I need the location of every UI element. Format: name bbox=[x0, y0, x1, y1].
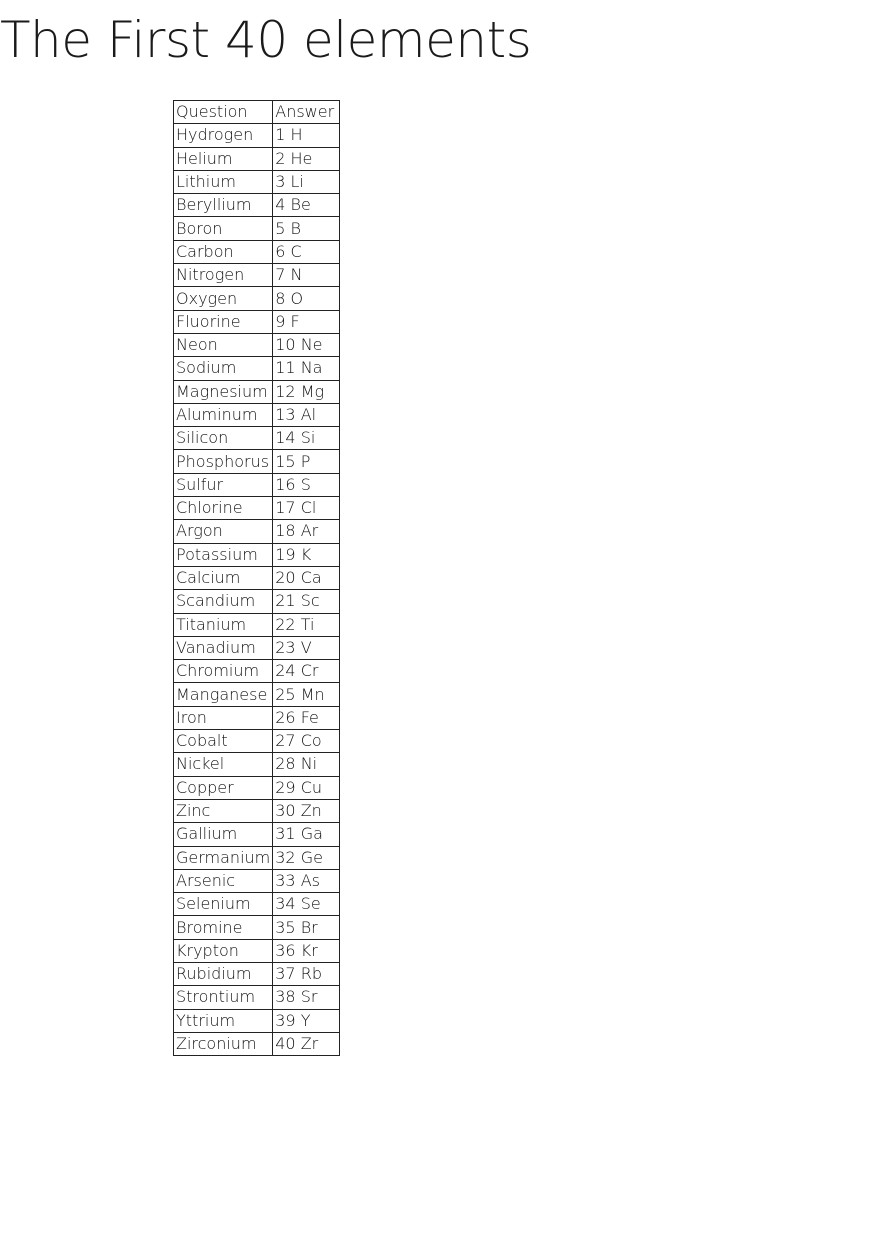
answer-cell: 11 Na bbox=[273, 357, 340, 380]
table-row bbox=[174, 217, 340, 240]
answer-cell: 24 Cr bbox=[273, 660, 340, 683]
table-row bbox=[174, 869, 340, 892]
table-row bbox=[174, 846, 340, 869]
question-cell: Sodium bbox=[174, 357, 273, 380]
table-body bbox=[174, 124, 340, 1056]
table-row bbox=[174, 1009, 340, 1032]
table-row bbox=[174, 287, 340, 310]
answer-cell: 9 F bbox=[273, 310, 340, 333]
table-row bbox=[174, 240, 340, 263]
table-row bbox=[174, 962, 340, 985]
table-row bbox=[174, 636, 340, 659]
answer-cell: 23 V bbox=[273, 636, 340, 659]
table-row bbox=[174, 264, 340, 287]
table-row bbox=[174, 427, 340, 450]
table-row bbox=[174, 823, 340, 846]
question-cell: Beryllium bbox=[174, 194, 273, 217]
question-cell: Zinc bbox=[174, 799, 273, 822]
page-title: The First 40 elements bbox=[0, 11, 532, 69]
table-row bbox=[174, 776, 340, 799]
question-cell: Magnesium bbox=[174, 380, 273, 403]
answer-cell: 27 Co bbox=[273, 730, 340, 753]
answer-cell: 16 S bbox=[273, 473, 340, 496]
table-row bbox=[174, 939, 340, 962]
table-row bbox=[174, 194, 340, 217]
table-row bbox=[174, 124, 340, 147]
question-cell: Helium bbox=[174, 147, 273, 170]
question-cell: Germanium bbox=[174, 846, 273, 869]
table-row bbox=[174, 799, 340, 822]
answer-cell: 22 Ti bbox=[273, 613, 340, 636]
question-cell: Oxygen bbox=[174, 287, 273, 310]
question-cell: Fluorine bbox=[174, 310, 273, 333]
answer-cell: 1 H bbox=[273, 124, 340, 147]
answer-cell: 36 Kr bbox=[273, 939, 340, 962]
question-cell: Argon bbox=[174, 520, 273, 543]
table-header bbox=[174, 101, 340, 124]
answer-cell: 12 Mg bbox=[273, 380, 340, 403]
answer-cell: 8 O bbox=[273, 287, 340, 310]
table-row bbox=[174, 590, 340, 613]
answer-cell: 25 Mn bbox=[273, 683, 340, 706]
answer-cell: 35 Br bbox=[273, 916, 340, 939]
question-cell: Lithium bbox=[174, 170, 273, 193]
table-row bbox=[174, 403, 340, 426]
column-header-answer: Answer bbox=[273, 101, 340, 124]
table-row bbox=[174, 170, 340, 193]
question-cell: Carbon bbox=[174, 240, 273, 263]
answer-cell: 28 Ni bbox=[273, 753, 340, 776]
answer-cell: 6 C bbox=[273, 240, 340, 263]
question-cell: Boron bbox=[174, 217, 273, 240]
question-cell: Potassium bbox=[174, 543, 273, 566]
table-row bbox=[174, 357, 340, 380]
question-cell: Rubidium bbox=[174, 962, 273, 985]
answer-cell: 10 Ne bbox=[273, 333, 340, 356]
question-cell: Hydrogen bbox=[174, 124, 273, 147]
question-cell: Nitrogen bbox=[174, 264, 273, 287]
answer-cell: 39 Y bbox=[273, 1009, 340, 1032]
question-cell: Nickel bbox=[174, 753, 273, 776]
table-row bbox=[174, 683, 340, 706]
answer-cell: 15 P bbox=[273, 450, 340, 473]
table-row bbox=[174, 613, 340, 636]
table-row bbox=[174, 450, 340, 473]
answer-cell: 20 Ca bbox=[273, 566, 340, 589]
answer-cell: 31 Ga bbox=[273, 823, 340, 846]
question-cell: Silicon bbox=[174, 427, 273, 450]
answer-cell: 13 Al bbox=[273, 403, 340, 426]
question-cell: Chlorine bbox=[174, 497, 273, 520]
table-row bbox=[174, 333, 340, 356]
table-row bbox=[174, 380, 340, 403]
header-row bbox=[174, 101, 340, 124]
answer-cell: 30 Zn bbox=[273, 799, 340, 822]
question-cell: Titanium bbox=[174, 613, 273, 636]
answer-cell: 33 As bbox=[273, 869, 340, 892]
answer-cell: 26 Fe bbox=[273, 706, 340, 729]
table-row bbox=[174, 520, 340, 543]
answer-cell: 5 B bbox=[273, 217, 340, 240]
answer-cell: 29 Cu bbox=[273, 776, 340, 799]
question-cell: Manganese bbox=[174, 683, 273, 706]
table-row bbox=[174, 753, 340, 776]
answer-cell: 37 Rb bbox=[273, 962, 340, 985]
table-row bbox=[174, 1032, 340, 1055]
question-cell: Gallium bbox=[174, 823, 273, 846]
question-cell: Selenium bbox=[174, 893, 273, 916]
question-cell: Bromine bbox=[174, 916, 273, 939]
table-row bbox=[174, 566, 340, 589]
table-row bbox=[174, 660, 340, 683]
table-row bbox=[174, 497, 340, 520]
answer-cell: 4 Be bbox=[273, 194, 340, 217]
question-cell: Neon bbox=[174, 333, 273, 356]
answer-cell: 34 Se bbox=[273, 893, 340, 916]
answer-cell: 7 N bbox=[273, 264, 340, 287]
question-cell: Arsenic bbox=[174, 869, 273, 892]
question-cell: Zirconium bbox=[174, 1032, 273, 1055]
question-cell: Cobalt bbox=[174, 730, 273, 753]
answer-cell: 14 Si bbox=[273, 427, 340, 450]
question-cell: Iron bbox=[174, 706, 273, 729]
answer-cell: 21 Sc bbox=[273, 590, 340, 613]
answer-cell: 40 Zr bbox=[273, 1032, 340, 1055]
table-row bbox=[174, 310, 340, 333]
column-header-question: Question bbox=[174, 101, 273, 124]
answer-cell: 3 Li bbox=[273, 170, 340, 193]
table-row bbox=[174, 986, 340, 1009]
answer-cell: 32 Ge bbox=[273, 846, 340, 869]
table-row bbox=[174, 916, 340, 939]
table-row bbox=[174, 706, 340, 729]
question-cell: Scandium bbox=[174, 590, 273, 613]
question-cell: Phosphorus bbox=[174, 450, 273, 473]
question-cell: Chromium bbox=[174, 660, 273, 683]
question-cell: Copper bbox=[174, 776, 273, 799]
question-cell: Sulfur bbox=[174, 473, 273, 496]
answer-cell: 18 Ar bbox=[273, 520, 340, 543]
question-cell: Yttrium bbox=[174, 1009, 273, 1032]
question-cell: Calcium bbox=[174, 566, 273, 589]
question-cell: Vanadium bbox=[174, 636, 273, 659]
table-row bbox=[174, 147, 340, 170]
answer-cell: 19 K bbox=[273, 543, 340, 566]
table-row bbox=[174, 893, 340, 916]
question-cell: Strontium bbox=[174, 986, 273, 1009]
elements-table bbox=[173, 100, 340, 1056]
answer-cell: 17 Cl bbox=[273, 497, 340, 520]
table-row bbox=[174, 473, 340, 496]
table-row bbox=[174, 543, 340, 566]
question-cell: Aluminum bbox=[174, 403, 273, 426]
table-row bbox=[174, 730, 340, 753]
answer-cell: 2 He bbox=[273, 147, 340, 170]
answer-cell: 38 Sr bbox=[273, 986, 340, 1009]
question-cell: Krypton bbox=[174, 939, 273, 962]
